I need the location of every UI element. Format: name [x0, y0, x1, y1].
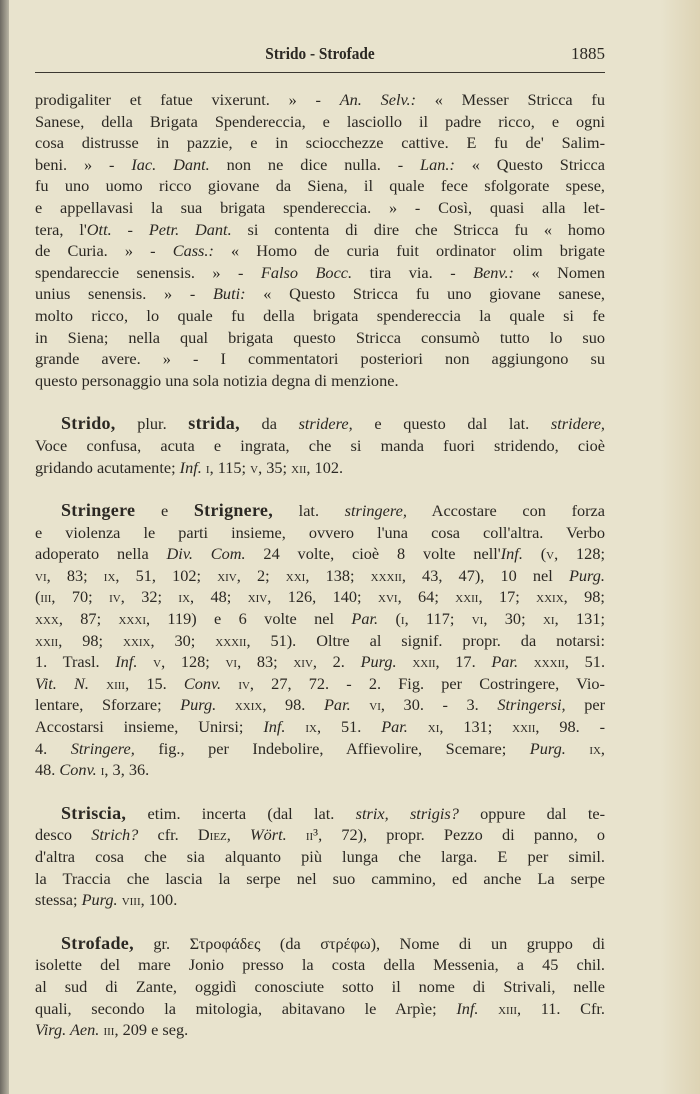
headword: Strignere,: [193, 500, 274, 521]
text-run: [285, 717, 305, 736]
text-run: Sanese, della Brigata Spendereccia, e lasciollo il padre ricco, e ogni: [35, 111, 605, 131]
small-caps-run: viii: [121, 890, 141, 910]
text-run: , 117;: [404, 609, 472, 629]
text-run: , 119) e 6 volte nel: [145, 609, 352, 629]
text-run: oppure dal te-: [458, 803, 606, 823]
text-run: Accostare con forza: [406, 501, 606, 521]
italic-run: Par.: [381, 717, 408, 737]
text-run: ,: [600, 738, 605, 758]
text-run: tira via. -: [352, 262, 474, 282]
text-run: molto ricco, lo quale fu della brigata spendereccia la quale si fe: [35, 305, 605, 325]
text-run: e questo dal lat.: [352, 414, 551, 434]
text-run: , 98.: [262, 695, 324, 715]
text-run: lat.: [273, 501, 345, 521]
dictionary-entry: [35, 803, 605, 911]
text-run: , 2;: [236, 565, 286, 585]
text-run: e violenza le parti insieme, ovvero l'una cosa coll'altra. Verbo: [35, 522, 605, 542]
text-line: [35, 846, 605, 868]
small-caps-run: xxix: [234, 695, 263, 715]
text-run: , 30;: [150, 630, 216, 650]
text-line: [35, 824, 605, 846]
text-run: beni. » -: [35, 154, 132, 174]
small-caps-run: iii: [40, 587, 52, 607]
text-run: « Messer Stricca fu: [416, 90, 605, 109]
text-run: , 64;: [397, 587, 456, 607]
headword: Striscia,: [61, 802, 127, 823]
text-line: [35, 370, 605, 392]
small-caps-run: iv: [109, 587, 121, 607]
text-run: , 83;: [237, 652, 294, 672]
text-run: , 51). Oltre al signif. propr. da notarsi:: [246, 630, 605, 650]
small-caps-run: xiv: [217, 565, 237, 585]
text-run: (: [35, 587, 41, 607]
text-run: , 27, 72. - 2. Fig. per Costringere, Vio-: [249, 673, 605, 693]
text-run: plur.: [115, 414, 189, 434]
text-run: stessa;: [35, 890, 82, 910]
small-caps-run: ii³: [305, 825, 319, 845]
italic-run: Purg.: [81, 890, 118, 910]
text-run: , 17;: [478, 587, 537, 607]
small-caps-run: xxxii: [533, 652, 565, 672]
italic-run: Virg. Aen.: [35, 1020, 100, 1040]
italic-run: Purg.: [360, 652, 397, 672]
text-run: , 70;: [51, 587, 110, 607]
text-line: [35, 565, 605, 587]
text-run: prodigaliter et fatue vixerunt. » -: [35, 90, 340, 109]
small-caps-run: xxi: [285, 565, 306, 585]
text-line: [35, 608, 605, 630]
small-caps-run: xxx: [35, 609, 59, 629]
text-run: d'altra cosa che sia alquanto più lunga che larga. E per simil.: [35, 847, 605, 866]
small-caps-run: ix: [305, 717, 317, 737]
italic-run: Par.: [491, 652, 519, 672]
text-run: (: [378, 609, 401, 629]
italic-run: Falso Bocc.: [260, 262, 353, 282]
text-run: , 98;: [58, 630, 123, 650]
headword: strida,: [188, 413, 240, 434]
header-title: Strido - Strofade: [265, 44, 375, 63]
small-caps-run: xxii: [35, 630, 59, 650]
text-line: [35, 413, 605, 435]
text-run: , 15.: [125, 673, 184, 693]
small-caps-run: iii: [103, 1020, 115, 1040]
continued-entry: [35, 89, 605, 391]
text-run: fig., per Indebolire, Affievolire, Scemare;: [134, 738, 530, 758]
text-line: [35, 716, 605, 738]
text-run: [566, 739, 590, 758]
text-run: adoperato nella: [35, 544, 167, 564]
small-caps-run: xxxii: [215, 630, 247, 650]
italic-run: Div. Com.: [166, 544, 246, 564]
italic-run: Par.: [323, 695, 351, 715]
italic-run: Lan.:: [420, 154, 455, 174]
text-run: cfr.: [138, 825, 198, 845]
headword: Strofade,: [61, 932, 134, 953]
italic-run: An. Selv.:: [339, 90, 417, 109]
small-caps-run: xxix: [123, 630, 151, 650]
italic-run: Inf.: [500, 544, 523, 564]
small-caps-run: xxix: [536, 587, 564, 607]
text-run: « Questo Stricca: [454, 154, 606, 174]
small-caps-run: xiii: [106, 673, 126, 693]
running-header: [35, 44, 605, 68]
italic-run: Purg.: [529, 738, 566, 758]
text-run: , 83;: [46, 565, 104, 585]
italic-run: Purg.: [180, 695, 217, 715]
text-run: -: [111, 219, 149, 239]
page-number: 1885: [571, 44, 605, 63]
text-run: , 131;: [439, 717, 513, 737]
text-line: [35, 111, 605, 133]
small-caps-run: xiv: [293, 652, 313, 672]
text-line: [35, 457, 605, 479]
small-caps-run: i: [100, 760, 105, 780]
text-line: [35, 651, 605, 673]
text-run: etim. incerta (dal lat.: [126, 803, 356, 823]
text-run: , 17.: [435, 652, 492, 672]
italic-run: stridere,: [550, 414, 605, 434]
dictionary-entries: [35, 89, 605, 1063]
text-run: de Curia. » -: [35, 241, 173, 261]
text-run: gridando acutamente;: [35, 457, 180, 477]
small-caps-run: xiii: [498, 998, 518, 1018]
headword: Stringere: [61, 500, 136, 521]
italic-run: Conv.: [183, 673, 222, 693]
text-run: [287, 825, 306, 844]
text-run: unius senensis. » -: [35, 284, 213, 304]
text-run: Voce confusa, acuta e ingrata, che si manda fuori stridendo, cioè: [35, 435, 605, 455]
dictionary-entry: [35, 933, 605, 1041]
small-caps-run: xxii: [455, 587, 479, 607]
small-caps-run: xi: [427, 717, 440, 737]
text-run: , 98;: [563, 587, 605, 607]
small-caps-run: xxii: [412, 652, 436, 672]
text-line: [35, 889, 605, 911]
italic-run: stringere,: [344, 501, 407, 521]
text-run: 48.: [35, 760, 60, 780]
text-run: « Homo de curia fuit ordinator olim brigate: [213, 241, 606, 261]
text-line: [35, 175, 605, 197]
text-line: [35, 1019, 605, 1041]
header-rule: [35, 72, 605, 73]
text-run: [518, 652, 534, 671]
small-caps-run: vi: [35, 565, 47, 585]
text-run: « Questo Stricca fu uno giovane sanese,: [245, 284, 605, 304]
small-caps-run: xxii: [512, 717, 536, 737]
italic-run: Buti:: [212, 284, 246, 304]
text-line: [35, 197, 605, 219]
text-run: grande avere. » - I commentatori posteriori non aggiungono su: [35, 349, 605, 369]
text-run: , 128;: [554, 544, 605, 564]
text-run: , 131;: [554, 609, 605, 629]
text-run: questo personaggio una sola notizia degna di menzione.: [35, 370, 399, 390]
text-line: [35, 694, 605, 716]
text-line: [35, 154, 605, 176]
text-line: [35, 348, 605, 370]
small-caps-run: xiv: [247, 587, 268, 607]
small-caps-run: v: [250, 457, 259, 477]
text-line: [35, 262, 605, 284]
text-run: da: [239, 414, 299, 434]
dictionary-entry: [35, 413, 605, 478]
text-run: « Nomen: [513, 262, 605, 282]
text-run: 4.: [35, 738, 71, 758]
small-caps-run: i: [205, 457, 210, 477]
text-line: [35, 543, 605, 565]
text-run: cosa distrusse in pazzie, e in sciocchezze cattive. E fu de' Salim-: [35, 133, 605, 153]
italic-run: Inf.: [115, 652, 138, 672]
text-line: [35, 522, 605, 544]
italic-run: stridere,: [298, 414, 353, 434]
italic-run: Stringere,: [70, 738, 135, 758]
text-run: , 3, 36.: [104, 760, 150, 780]
italic-run: Ott.: [86, 219, 112, 239]
italic-run: Vit. N.: [35, 673, 89, 693]
text-line: [35, 89, 605, 111]
text-run: , 30;: [483, 609, 543, 629]
text-line: [35, 933, 605, 955]
italic-run: Petr. Dant.: [148, 219, 232, 239]
text-line: [35, 586, 605, 608]
page-binding-edge: [0, 0, 9, 1094]
text-run: al sud di Zante, oggidì conosciute sotto il nome di Strivali, nelle: [35, 976, 605, 996]
text-run: [478, 999, 498, 1018]
text-line: [35, 976, 605, 998]
text-run: , 128;: [161, 652, 226, 672]
text-run: [397, 652, 413, 671]
text-run: [216, 695, 235, 714]
text-line: [35, 435, 605, 457]
text-run: la Traccia che lascia la serpe nel suo cammino, ed anche La serpe: [35, 868, 605, 888]
text-run: , 102.: [306, 457, 344, 477]
italic-run: Par.: [351, 609, 379, 629]
text-run: quali, secondo la mitologia, abitavano le Arpìe;: [35, 998, 457, 1018]
small-caps-run: xxxi: [118, 609, 146, 629]
small-caps-run: vi: [225, 652, 238, 672]
italic-run: Iac. Dant.: [131, 154, 210, 174]
small-caps-run: xxxii: [370, 565, 402, 585]
text-run: 24 volte, cioè 8 volte nell': [245, 544, 501, 564]
text-run: , 72), propr. Pezzo di panno, o: [318, 825, 606, 845]
italic-run: Inf.: [263, 717, 286, 737]
text-run: , 11. Cfr.: [517, 998, 605, 1018]
text-run: 1. Trasl.: [35, 652, 116, 672]
text-run: , 138;: [305, 565, 371, 585]
small-caps-run: ix: [589, 738, 601, 758]
text-line: [35, 673, 605, 695]
text-run: , 51.: [564, 652, 606, 672]
small-caps-run: Diez: [197, 825, 227, 845]
text-run: , 48;: [190, 587, 248, 607]
italic-run: Wört.: [250, 825, 287, 845]
text-run: ,: [226, 825, 251, 845]
italic-run: Benv.:: [473, 262, 514, 282]
headword: Strido,: [61, 413, 116, 434]
text-run: (: [522, 544, 547, 564]
small-caps-run: xi: [542, 609, 555, 629]
small-caps-run: v: [546, 544, 555, 564]
text-run: [137, 652, 153, 671]
text-line: [35, 500, 605, 522]
small-caps-run: ix: [103, 565, 116, 585]
text-line: [35, 132, 605, 154]
text-run: per: [565, 695, 606, 715]
small-caps-run: iv: [238, 673, 250, 693]
text-run: Accostarsi insieme, Unirsi;: [35, 717, 264, 737]
text-run: , 43, 47), 10 nel: [401, 565, 569, 585]
text-run: , 100.: [140, 890, 178, 910]
text-line: [35, 954, 605, 976]
text-run: [408, 717, 428, 736]
small-caps-run: xvi: [378, 587, 398, 607]
text-run: tera, l': [35, 219, 87, 239]
text-line: [35, 240, 605, 262]
small-caps-run: vi: [369, 695, 381, 715]
page-edge-shadow: [660, 0, 700, 1094]
dictionary-entry: [35, 500, 605, 781]
text-run: , 32;: [120, 587, 179, 607]
text-run: , 35;: [258, 457, 292, 477]
text-line: [35, 738, 605, 760]
italic-run: strix, strigis?: [355, 803, 459, 823]
text-run: desco: [35, 825, 92, 845]
text-run: [221, 674, 238, 693]
italic-run: Inf.: [179, 457, 202, 477]
text-run: spendareccie senensis. » -: [35, 262, 261, 282]
text-line: [35, 327, 605, 349]
small-caps-run: vi: [471, 609, 484, 629]
text-run: , 126, 140;: [267, 587, 378, 607]
text-run: , 87;: [58, 609, 119, 629]
italic-run: Cass.:: [172, 241, 214, 261]
text-line: [35, 283, 605, 305]
text-line: [35, 759, 605, 781]
text-run: in Siena; nella qual brigata questo Stricca consumò tutto lo suo: [35, 327, 605, 347]
text-run: , 209 e seg.: [114, 1020, 189, 1040]
text-run: si contenta di dire che Stricca fu « homo: [231, 219, 606, 239]
italic-run: Inf.: [456, 998, 479, 1018]
text-run: [89, 674, 106, 693]
text-run: lentare, Sforzare;: [35, 695, 181, 715]
text-line: [35, 998, 605, 1020]
italic-run: Stringersi,: [497, 695, 566, 715]
text-run: , 2.: [312, 652, 361, 672]
text-run: , 51, 102;: [115, 565, 218, 585]
small-caps-run: i: [400, 609, 405, 629]
text-line: [35, 219, 605, 241]
text-run: e appellavasi la sua brigata spendereccia. » - Così, quasi alla let-: [35, 197, 605, 217]
text-run: gr. Στροφάδες (da στρέφω), Nome di un gruppo di: [133, 933, 605, 953]
text-run: e: [135, 501, 194, 521]
italic-run: Strich?: [91, 825, 139, 845]
text-run: , 30. - 3.: [380, 695, 498, 715]
text-run: non ne dice nulla. -: [209, 154, 421, 174]
text-run: , 115;: [209, 457, 251, 477]
text-run: , 51.: [316, 717, 382, 737]
text-run: fu uno uomo ricco giovane da Siena, il quale fece sfolgorate spese,: [35, 176, 605, 196]
small-caps-run: xii: [291, 457, 307, 477]
text-line: [35, 803, 605, 825]
text-line: [35, 630, 605, 652]
italic-run: Purg.: [568, 565, 605, 585]
text-run: [351, 695, 370, 714]
text-run: , 98. -: [535, 717, 606, 737]
small-caps-run: v: [153, 652, 162, 672]
small-caps-run: ix: [178, 587, 191, 607]
italic-run: Conv.: [59, 760, 97, 780]
text-run: isolette del mare Jonio presso la costa della Messenia, a 45 chil.: [35, 955, 605, 975]
text-line: [35, 868, 605, 890]
text-line: [35, 305, 605, 327]
